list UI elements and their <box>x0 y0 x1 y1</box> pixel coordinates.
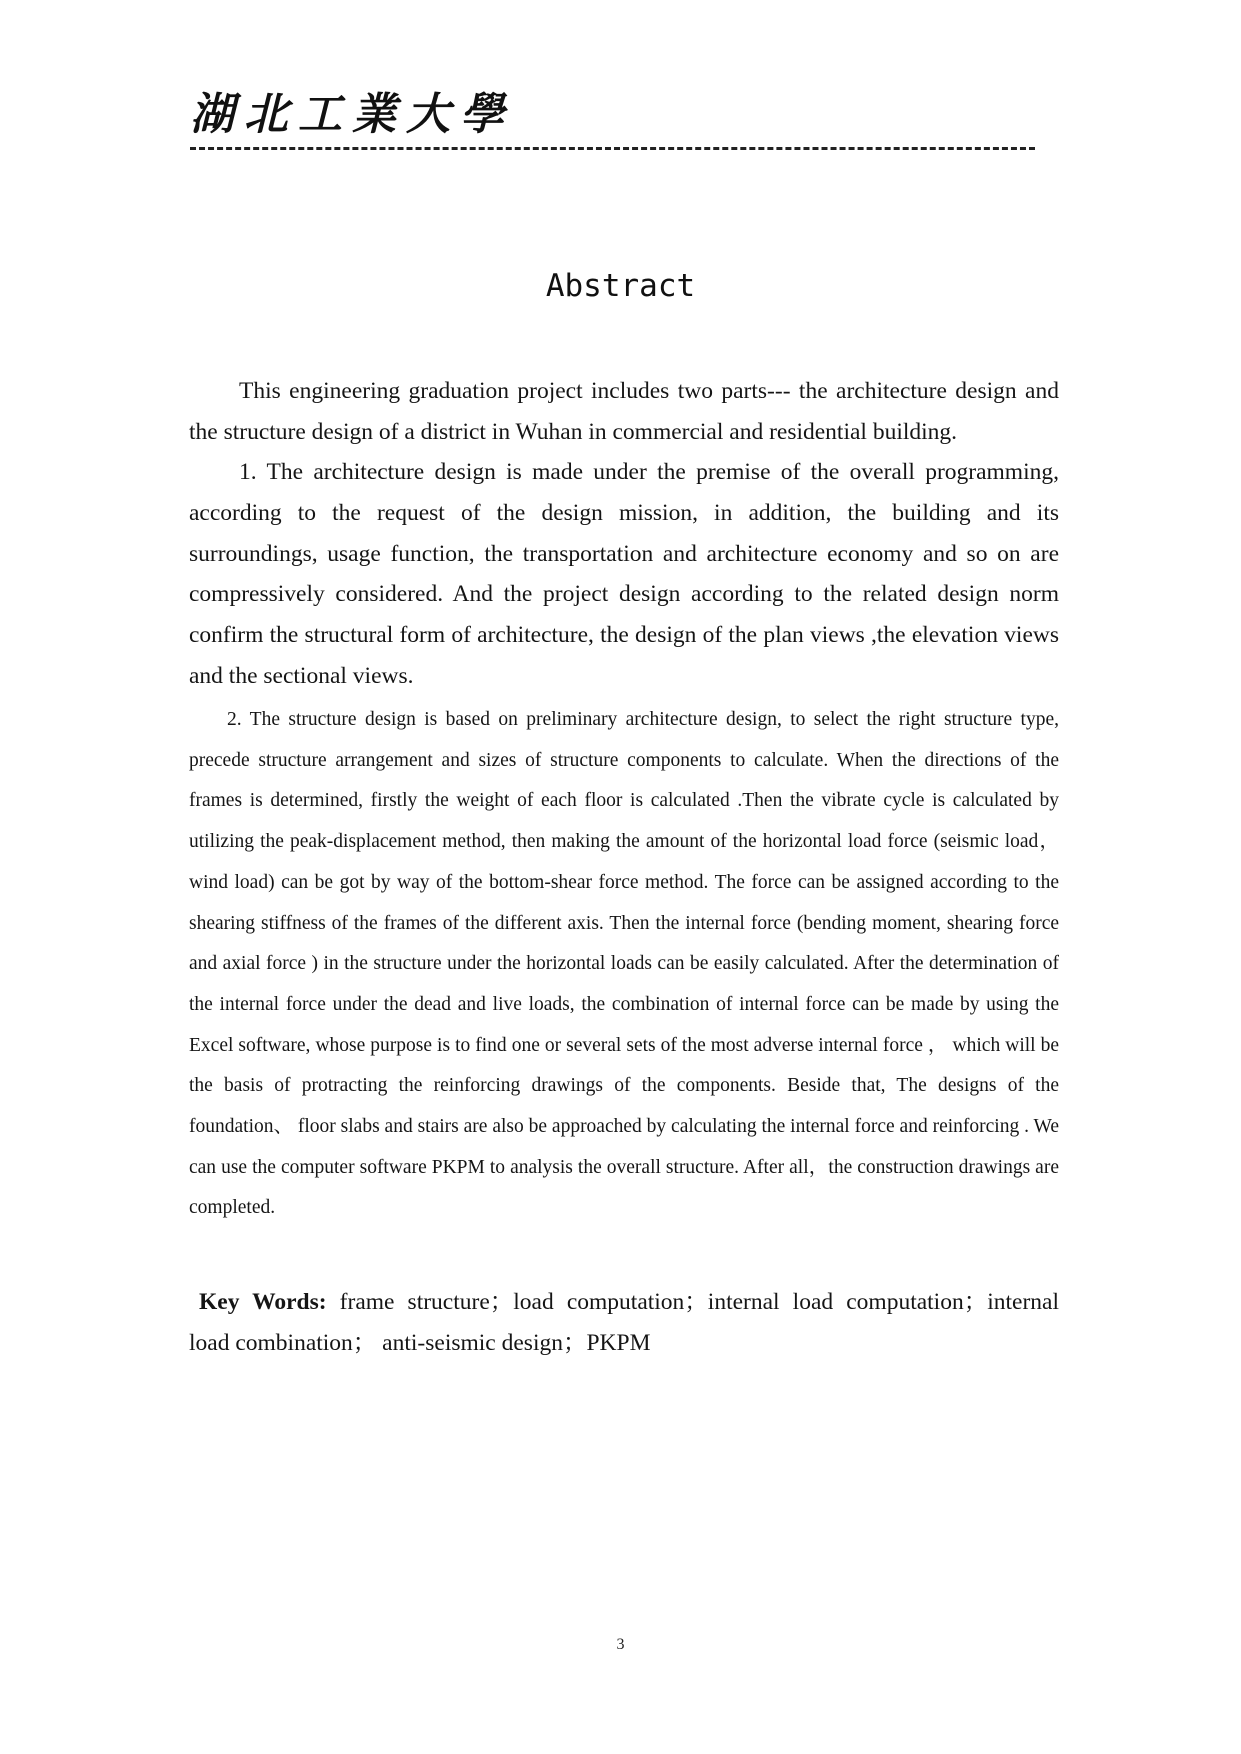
keywords-block <box>189 1282 1059 1363</box>
university-logo: 湖北工業大學 <box>190 89 514 140</box>
abstract-paragraph-structure: 2. The structure design is based on preliminary architecture design, to select the right structure type, precede structure arrangement and sizes of structure components to calculate. When the directions of the frames is determined, firstly the weight of each floor is calculated .Then the vibrate cycle is calculated by utilizing the peak-displacement method, then making the amount of the horizontal load force (seismic load，wind load) can be got by way of the bottom-shear force method. The force can be assigned according to the shearing stiffness of the frames of the different axis. Then the internal force (bending moment, shearing force and axial force ) in the structure under the horizontal loads can be easily calculated. After the determination of the internal force under the dead and live loads, the combination of internal force can be made by using the Excel software, whose purpose is to find one or several sets of the most adverse internal force ， which will be the basis of protracting the reinforcing drawings of the components. Beside that, The designs of the foundation、 floor slabs and stairs are also be approached by calculating the internal force and reinforcing . We can use the computer software PKPM to analysis the overall structure. After all，the construction drawings are completed. <box>189 709 1059 1219</box>
header-divider <box>190 147 1035 150</box>
keywords-text: frame structure；load computation；internal load computation；internal load combination； anti-seismic design；PKPM <box>189 1289 1059 1356</box>
page-title: Abstract <box>545 268 696 304</box>
abstract-paragraph-intro: This engineering graduation project includes two parts--- the architecture design and the structure design of a district in Wuhan in commercial and residential building. <box>189 378 1059 445</box>
abstract-paragraph-architecture: 1. The architecture design is made under the premise of the overall programming, according to the request of the design mission, in addition, the building and its surroundings, usage function, the transportation and architecture economy and so on are compressively considered. And the project design according to the related design norm confirm the structural form of architecture, the design of the plan views ,the elevation views and the sectional views. <box>189 459 1059 689</box>
keywords-label: Key Words: <box>199 1289 327 1315</box>
page-number: 3 <box>616 1636 625 1653</box>
